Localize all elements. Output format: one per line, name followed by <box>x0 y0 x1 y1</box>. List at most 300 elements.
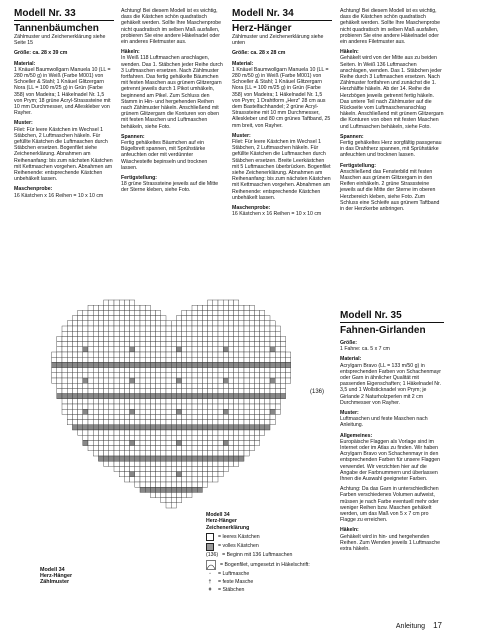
chart-cell <box>140 352 145 357</box>
chart-cell <box>192 352 197 357</box>
chart-cell <box>192 472 197 477</box>
chart-cell <box>182 321 187 326</box>
chart-cell <box>78 342 83 347</box>
chart-cell <box>135 425 140 430</box>
chart-cell <box>150 352 155 357</box>
model-34-finish: Anschließend das Fensterbild mit festen Maschen aus grünem Glitzergarn in den Reifen einhäkeln. 2 grüne Strasssteine jeweils auf die Mitte der Sterne im oberen Herzbereich kleben, siehe Foto. Zum Schluss eine Schleife aus grünem Taftband in der Herzkerbe anbringen. <box>340 168 440 213</box>
chart-cell <box>52 378 57 383</box>
chart-cell <box>182 477 187 482</box>
chart-cell <box>166 472 171 477</box>
chart-cell <box>218 331 223 336</box>
chart-cell <box>223 352 228 357</box>
chart-cell <box>93 414 98 419</box>
chart-cell <box>270 373 275 378</box>
chart-cell <box>93 352 98 357</box>
chart-cell <box>78 394 83 399</box>
chart-cell <box>265 425 270 430</box>
chart-cell <box>98 362 103 367</box>
chart-cell <box>171 456 176 461</box>
chart-cell <box>104 300 109 305</box>
chart-cell <box>192 399 197 404</box>
chart-cell <box>109 404 114 409</box>
chart-cell <box>260 326 265 331</box>
chart-cell <box>182 446 187 451</box>
chart-cell <box>182 472 187 477</box>
chart-cell <box>234 336 239 341</box>
chart-cell <box>176 498 181 503</box>
chart-cell <box>202 383 207 388</box>
chart-cell <box>135 461 140 466</box>
chart-cell <box>202 368 207 373</box>
chart-cell <box>93 347 98 352</box>
chart-cell <box>234 321 239 326</box>
chart-cell <box>218 430 223 435</box>
chart-cell <box>150 357 155 362</box>
chart-cell <box>119 362 124 367</box>
chart-cell <box>88 420 93 425</box>
chart-cell <box>130 321 135 326</box>
chart-cell <box>93 336 98 341</box>
chart-cell <box>135 352 140 357</box>
chart-cell <box>156 399 161 404</box>
chart-cell <box>176 342 181 347</box>
chart-cell <box>270 368 275 373</box>
chart-cell <box>166 321 171 326</box>
chart-cell <box>93 362 98 367</box>
chart-cell <box>254 414 259 419</box>
chart-cell <box>187 368 192 373</box>
chart-cell <box>145 336 150 341</box>
chart-cell <box>228 331 233 336</box>
chart-cell <box>223 430 228 435</box>
chart-cell <box>98 378 103 383</box>
chart-cell <box>171 383 176 388</box>
chart-cell <box>140 472 145 477</box>
chart-cell <box>213 300 218 305</box>
chart-cell <box>109 305 114 310</box>
chart-cell <box>270 326 275 331</box>
chart-cell <box>109 342 114 347</box>
chart-cell <box>244 440 249 445</box>
chart-cell <box>140 336 145 341</box>
chart-cell <box>78 368 83 373</box>
chart-cell <box>223 425 228 430</box>
chart-cell <box>171 477 176 482</box>
chart-cell <box>119 399 124 404</box>
chart-cell <box>249 331 254 336</box>
chart-cell <box>98 383 103 388</box>
chart-cell <box>156 321 161 326</box>
chart-cell <box>130 420 135 425</box>
chart-cell <box>124 362 129 367</box>
chart-cell <box>192 404 197 409</box>
chart-caption: Modell 34 Herz-Hänger Zählmuster <box>40 567 73 585</box>
chart-cell <box>187 472 192 477</box>
chart-cell <box>187 466 192 471</box>
chart-cell <box>83 310 88 315</box>
chart-cell <box>161 326 166 331</box>
chart-cell <box>124 326 129 331</box>
chart-cell <box>135 394 140 399</box>
chart-cell <box>218 446 223 451</box>
chart-cell <box>234 461 239 466</box>
chart-cell <box>208 326 213 331</box>
chart-cell <box>109 316 114 321</box>
chart-cell <box>130 300 135 305</box>
chart-cell <box>150 466 155 471</box>
chart-cell <box>234 310 239 315</box>
chart-cell <box>156 492 161 497</box>
chart-cell <box>228 409 233 414</box>
chart-cell <box>78 316 83 321</box>
chart-cell <box>124 456 129 461</box>
chart-cell <box>156 409 161 414</box>
page-number: 17 <box>433 621 442 630</box>
chart-cell <box>228 451 233 456</box>
chart-cell <box>124 383 129 388</box>
chart-cell <box>192 368 197 373</box>
chart-cell <box>166 482 171 487</box>
chart-cell <box>145 342 150 347</box>
chart-cell <box>88 347 93 352</box>
chart-cell <box>171 321 176 326</box>
chart-cell <box>187 492 192 497</box>
chart-cell <box>98 305 103 310</box>
chart-cell <box>244 451 249 456</box>
chart-cell <box>218 388 223 393</box>
model-34-title: Modell Nr. 34 <box>232 8 294 19</box>
chart-cell <box>150 362 155 367</box>
chart-cell <box>83 342 88 347</box>
chart-cell <box>265 321 270 326</box>
chart-cell <box>156 446 161 451</box>
chart-cell <box>135 378 140 383</box>
chart-cell <box>239 388 244 393</box>
chart-cell <box>72 414 77 419</box>
chart-cell <box>244 446 249 451</box>
chart-cell <box>192 435 197 440</box>
chart-cell <box>57 388 62 393</box>
chart-cell <box>124 472 129 477</box>
chart-cell <box>228 383 233 388</box>
chart-cell <box>228 316 233 321</box>
chart-cell <box>192 331 197 336</box>
chart-cell <box>130 310 135 315</box>
chart-cell <box>124 388 129 393</box>
chart-cell <box>166 357 171 362</box>
chart-cell <box>197 342 202 347</box>
chart-cell <box>197 440 202 445</box>
chart-cell <box>83 404 88 409</box>
chart-cell <box>171 430 176 435</box>
chart-cell <box>176 461 181 466</box>
chart-cell <box>202 357 207 362</box>
chart-cell <box>124 399 129 404</box>
chart-cell <box>223 414 228 419</box>
chart-cell <box>192 342 197 347</box>
chart-cell <box>83 352 88 357</box>
chart-cell <box>244 399 249 404</box>
chart-cell <box>208 388 213 393</box>
chart-cell <box>67 378 72 383</box>
chart-cell <box>218 394 223 399</box>
chart-cell <box>213 435 218 440</box>
chart-cell <box>150 326 155 331</box>
chart-cell <box>93 388 98 393</box>
chart-cell <box>119 347 124 352</box>
chart-cell <box>114 461 119 466</box>
chart-cell <box>78 373 83 378</box>
chart-cell <box>182 420 187 425</box>
chart-cell <box>124 368 129 373</box>
chart-cell <box>228 404 233 409</box>
chart-cell <box>234 446 239 451</box>
chart-cell <box>93 430 98 435</box>
chart-cell <box>218 305 223 310</box>
chart-cell <box>83 440 88 445</box>
chart-cell <box>109 461 114 466</box>
chart-cell <box>156 378 161 383</box>
chart-cell <box>109 399 114 404</box>
chart-cell <box>130 362 135 367</box>
chart-cell <box>130 477 135 482</box>
chart-cell <box>218 440 223 445</box>
chart-cell <box>260 399 265 404</box>
chart-cell <box>93 451 98 456</box>
chart-cell <box>270 342 275 347</box>
chart-cell <box>275 357 280 362</box>
chart-cell <box>145 326 150 331</box>
chart-cell <box>124 357 129 362</box>
chart-cell <box>234 378 239 383</box>
chart-cell <box>124 440 129 445</box>
chart-cell <box>270 352 275 357</box>
chart-cell <box>130 383 135 388</box>
chart-cell <box>114 378 119 383</box>
chart-cell <box>83 326 88 331</box>
chart-cell <box>130 446 135 451</box>
chart-cell <box>145 414 150 419</box>
chart-cell <box>254 373 259 378</box>
chart-cell <box>98 456 103 461</box>
chart-cell <box>161 409 166 414</box>
chart-cell <box>140 378 145 383</box>
chart-cell <box>192 378 197 383</box>
chart-cell <box>187 326 192 331</box>
chart-cell <box>135 435 140 440</box>
chart-cell <box>119 388 124 393</box>
chart-cell <box>140 435 145 440</box>
chart-cell <box>218 425 223 430</box>
chart-cell <box>140 383 145 388</box>
chart-cell <box>145 466 150 471</box>
chart-cell <box>234 420 239 425</box>
chart-cell <box>83 336 88 341</box>
chart-cell <box>223 399 228 404</box>
chart-cell <box>208 435 213 440</box>
chart-cell <box>83 435 88 440</box>
chart-cell <box>228 399 233 404</box>
chart-cell <box>62 404 67 409</box>
chart-cell <box>166 487 171 492</box>
chart-cell <box>156 373 161 378</box>
chart-cell <box>176 472 181 477</box>
chart-cell <box>130 357 135 362</box>
chart-cell <box>208 383 213 388</box>
chart-cell <box>161 368 166 373</box>
chart-cell <box>182 378 187 383</box>
chart-cell <box>270 399 275 404</box>
chart-cell <box>145 461 150 466</box>
chart-cell <box>213 321 218 326</box>
chart-cell <box>182 414 187 419</box>
chart-cell <box>57 352 62 357</box>
model-35-size: 1 Fahne: ca. 5 x 7 cm <box>340 346 390 353</box>
chart-cell <box>93 399 98 404</box>
chart-cell <box>67 352 72 357</box>
chart-cell <box>114 310 119 315</box>
chart-cell <box>218 435 223 440</box>
chart-cell <box>182 456 187 461</box>
chart-cell <box>202 394 207 399</box>
chart-cell <box>104 383 109 388</box>
chart-cell <box>260 352 265 357</box>
chart-cell <box>249 373 254 378</box>
chart-cell <box>228 446 233 451</box>
chart-cell <box>119 305 124 310</box>
chart-cell <box>244 383 249 388</box>
chart-cell <box>244 310 249 315</box>
chart-cell <box>104 310 109 315</box>
chart-cell <box>171 472 176 477</box>
chart-cell <box>171 368 176 373</box>
chart-cell <box>182 383 187 388</box>
chart-cell <box>104 435 109 440</box>
chart-cell <box>218 409 223 414</box>
chart-cell <box>135 305 140 310</box>
chart-cell <box>249 336 254 341</box>
chart-cell <box>83 388 88 393</box>
chart-cell <box>130 466 135 471</box>
chart-cell <box>208 440 213 445</box>
chart-cell <box>109 326 114 331</box>
chart-cell <box>156 435 161 440</box>
chart-cell <box>171 435 176 440</box>
chart-cell <box>208 347 213 352</box>
chart-cell <box>265 383 270 388</box>
chart-cell <box>192 440 197 445</box>
model-34-continued-column <box>340 8 444 216</box>
chart-cell <box>156 487 161 492</box>
chart-cell <box>213 477 218 482</box>
chart-cell <box>145 446 150 451</box>
chart-cell <box>208 399 213 404</box>
chart-cell <box>124 321 129 326</box>
model-35-crochet-heading: Häkeln: <box>340 527 359 534</box>
chart-cell <box>202 435 207 440</box>
chart-cell <box>156 440 161 445</box>
chart-cell <box>130 336 135 341</box>
chart-cell <box>166 492 171 497</box>
chart-cell <box>83 368 88 373</box>
chart-cell <box>135 414 140 419</box>
chart-cell <box>140 446 145 451</box>
chart-cell <box>83 357 88 362</box>
model-34-gauge: 16 Kästchen x 16 Reihen = 10 x 10 cm <box>232 211 322 218</box>
chart-cell <box>93 373 98 378</box>
chart-cell <box>213 368 218 373</box>
chart-cell <box>218 383 223 388</box>
chart-cell <box>156 414 161 419</box>
chart-cell <box>98 352 103 357</box>
chart-cell <box>67 414 72 419</box>
chart-cell <box>119 451 124 456</box>
chart-cell <box>223 305 228 310</box>
chart-cell <box>270 378 275 383</box>
chart-cell <box>249 446 254 451</box>
chart-cell <box>202 399 207 404</box>
chart-cell <box>223 404 228 409</box>
chart-cell <box>140 451 145 456</box>
chart-cell <box>161 472 166 477</box>
chart-cell <box>104 305 109 310</box>
chart-cell <box>98 451 103 456</box>
chart-cell <box>166 352 171 357</box>
chart-cell <box>182 352 187 357</box>
chart-cell <box>109 300 114 305</box>
chart-cell <box>104 461 109 466</box>
chart-cell <box>249 420 254 425</box>
legend-sc: † = feste Masche <box>206 579 340 585</box>
chart-cell <box>83 321 88 326</box>
chart-cell <box>78 326 83 331</box>
chart-cell <box>218 321 223 326</box>
chart-cell <box>171 446 176 451</box>
model-34-stretch-heading: Spannen: <box>340 133 364 140</box>
chart-cell <box>265 404 270 409</box>
chart-cell <box>119 430 124 435</box>
chart-cell <box>239 404 244 409</box>
chart-cell <box>228 456 233 461</box>
chart-cell <box>249 430 254 435</box>
chart-cell <box>223 347 228 352</box>
legend-title-1: Modell 34 <box>206 512 230 518</box>
chart-cell <box>114 316 119 321</box>
chart-cell <box>114 326 119 331</box>
chart-cell <box>218 300 223 305</box>
chart-cell <box>208 409 213 414</box>
chart-cell <box>72 321 77 326</box>
chart-cell <box>109 394 114 399</box>
chart-cell <box>78 430 83 435</box>
chart-cell <box>109 430 114 435</box>
chart-cell <box>197 331 202 336</box>
chart-cell <box>228 420 233 425</box>
chart-cell <box>176 425 181 430</box>
chart-cell <box>176 477 181 482</box>
chart-cell <box>119 420 124 425</box>
model-33-finish: 18 grüne Strasssteine jeweils auf die Mitte der Sterne kleben, siehe Foto. <box>121 181 219 194</box>
chart-cell <box>62 378 67 383</box>
chart-cell <box>234 425 239 430</box>
chart-cell <box>218 342 223 347</box>
model-35-general-heading: Allgemeines: <box>340 432 373 439</box>
chart-cell <box>124 300 129 305</box>
chart-cell <box>140 399 145 404</box>
chart-cell <box>130 456 135 461</box>
chart-cell <box>119 331 124 336</box>
chart-cell <box>202 440 207 445</box>
